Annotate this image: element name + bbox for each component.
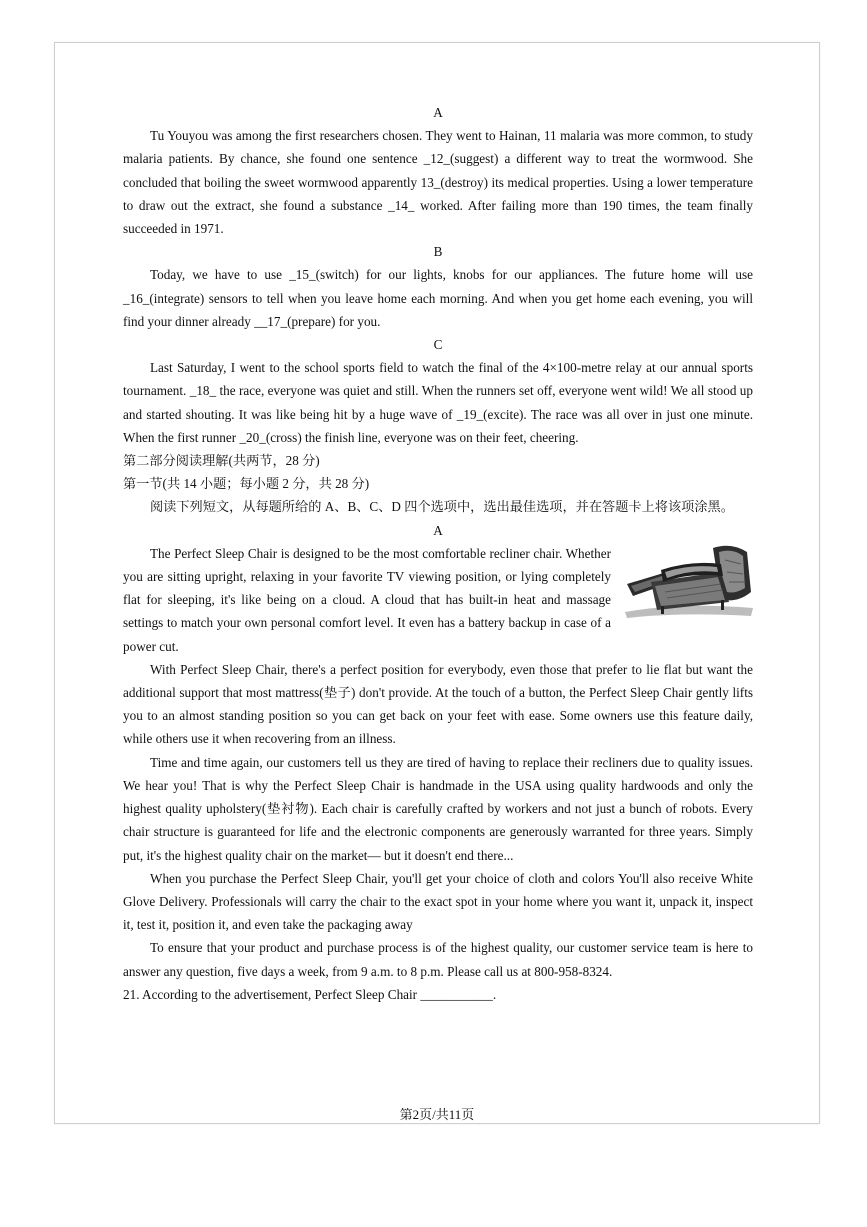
page-number-footer: 第2页/共11页 — [399, 1107, 475, 1122]
ad-paragraph-1: The Perfect Sleep Chair is designed to be the most comfortable recliner chair. Whether you are sitting upright, relaxing in your favorite TV viewing position, or lying completely flat for sleeping, it's like being on a cloud. A cloud that has built-in heat and massage settings to match your own personal comfort level. It even has a battery backup in case of a power cut. — [123, 545, 611, 654]
ad-paragraph-3: Time and time again, our customers tell us they are tired of having to replace their recliners due to quality issues. We hear you! That is why the Perfect Sleep Chair is handmade in the USA using quality hardwoods and only the highest quality upholstery(垫衬物). Each chair is carefully crafted by workers and not just a bunch of robots. Every chair structure is guaranteed for life and the electronic components are generously warranted for three years. Simply put, it's the highest quality chair on the market— but it doesn't end there... — [123, 754, 753, 863]
section-label-a: A — [433, 105, 443, 120]
passage-b-paragraph: Today, we have to use _15_(switch) for our lights, knobs for our appliances. The future home will use _16_(integrate) sensors to tell when you leave home each morning. And when you get home each evening, you will find your dinner already __17_(prepare) for you. — [123, 267, 753, 329]
page-content — [123, 101, 753, 1006]
passage-a-paragraph: Tu Youyou was among the first researchers chosen. They went to Hainan, 11 malaria was more common, to study malaria patients. By chance, she found one sentence _12_(suggest) a different way to treat the wormwood. She concluded that boiling the sweet wormwood apparently 13_(destroy) its medical properties. Using a lower temperature to draw out the extract, she found a substance _14_ worked. After failing more than 190 times, the team finally succeeded in 1971. — [123, 128, 753, 237]
reading-instruction: 阅读下列短文，从每题所给的 A、B、C、D 四个选项中，选出最佳选项，并在答题卡上将该项涂黑。 — [150, 499, 734, 515]
question-21: 21. According to the advertisement, Perfect Sleep Chair ___________. — [123, 986, 497, 1002]
section-label-c: C — [433, 337, 443, 353]
part2-title: 第二部分阅读理解(共两节，28 分) — [123, 453, 320, 469]
reading-label-a: A — [433, 522, 443, 538]
section1-title: 第一节(共 14 小题；每小题 2 分，共 28 分) — [123, 476, 370, 492]
ad-paragraph-5: To ensure that your product and purchase process is of the highest quality, our customer service team is here to answer any question, five days a week, from 9 a.m. to 8 p.m. Please call us at 800-958-8324. — [123, 940, 753, 979]
passage-c-paragraph: Last Saturday, I went to the school sports field to watch the final of the 4×100-metre relay at our annual sports tournament. _18_ the race, everyone was quiet and still. When the runners set off, everyone went wild! We all stood up and started shouting. It was like being hit by a huge wave of _19_(excite). The race was all over in just one minute. When the first runner _20_(cross) the finish line, everyone was on their feet, cheering. — [123, 360, 753, 445]
ad-first-paragraph-block — [123, 542, 753, 658]
recliner-chair-image — [621, 542, 757, 620]
ad-paragraph-2: With Perfect Sleep Chair, there's a perfect position for everybody, even those that prefer to lie flat but want the additional support that most mattress(垫子) don't provide. At the touch of a button, the Perfect Sleep Chair gently lifts you to an almost standing position so you can get back on your feet with ease. Some owners use this feature daily, while others use it when recovering from an illness. — [123, 661, 753, 747]
ad-paragraph-4: When you purchase the Perfect Sleep Chair, you'll get your choice of cloth and colors You'll also receive White Glove Delivery. Professionals will carry the chair to the exact spot in your home where you want it, unpack it, inspect it, test it, position it, and even take the packaging away — [123, 870, 753, 933]
section-label-b: B — [433, 244, 443, 260]
document-page — [54, 42, 820, 1124]
